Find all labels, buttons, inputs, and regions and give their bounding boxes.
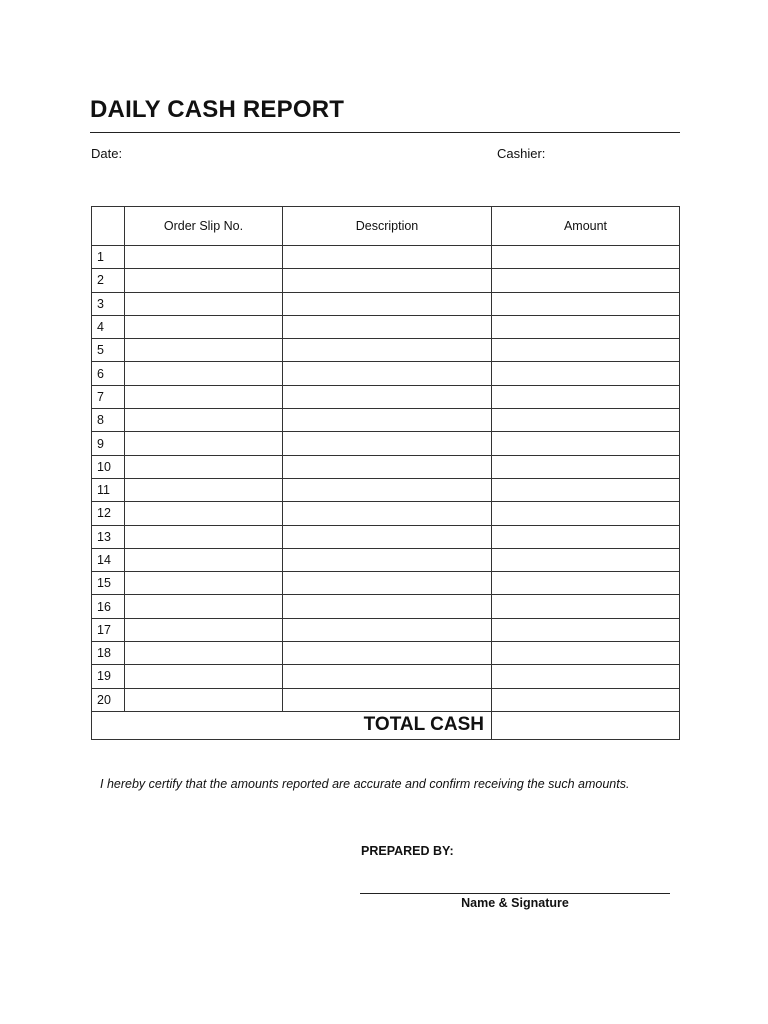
description-cell[interactable] <box>283 455 492 478</box>
order-slip-cell[interactable] <box>125 688 283 711</box>
row-number: 4 <box>92 315 125 338</box>
table-row <box>92 572 680 595</box>
table-row <box>92 525 680 548</box>
description-cell[interactable] <box>283 688 492 711</box>
description-cell[interactable] <box>283 642 492 665</box>
header-amount: Amount <box>492 207 680 246</box>
row-number: 11 <box>92 478 125 501</box>
row-number: 19 <box>92 665 125 688</box>
order-slip-cell[interactable] <box>125 432 283 455</box>
header-description: Description <box>283 207 492 246</box>
table-row <box>92 432 680 455</box>
order-slip-cell[interactable] <box>125 665 283 688</box>
table-row <box>92 618 680 641</box>
amount-cell[interactable] <box>492 409 680 432</box>
order-slip-cell[interactable] <box>125 525 283 548</box>
table-body <box>92 246 680 712</box>
order-slip-cell[interactable] <box>125 315 283 338</box>
table-row <box>92 339 680 362</box>
description-cell[interactable] <box>283 665 492 688</box>
signature-caption: Name & Signature <box>461 896 569 910</box>
description-cell[interactable] <box>283 525 492 548</box>
table-row <box>92 409 680 432</box>
order-slip-cell[interactable] <box>125 572 283 595</box>
prepared-by-label: PREPARED BY: <box>361 844 454 858</box>
table-row <box>92 642 680 665</box>
amount-cell[interactable] <box>492 688 680 711</box>
row-number: 12 <box>92 502 125 525</box>
description-cell[interactable] <box>283 572 492 595</box>
table-row <box>92 292 680 315</box>
order-slip-cell[interactable] <box>125 502 283 525</box>
row-number: 20 <box>92 688 125 711</box>
certification-text: I hereby certify that the amounts reported are accurate and confirm receiving the such amounts. <box>100 777 630 791</box>
amount-cell[interactable] <box>492 432 680 455</box>
total-row <box>92 711 680 739</box>
order-slip-cell[interactable] <box>125 246 283 269</box>
amount-cell[interactable] <box>492 665 680 688</box>
table-row <box>92 502 680 525</box>
amount-cell[interactable] <box>492 246 680 269</box>
total-cash-label: TOTAL CASH <box>92 711 492 739</box>
order-slip-cell[interactable] <box>125 642 283 665</box>
title-divider <box>90 132 680 133</box>
table-row <box>92 688 680 711</box>
order-slip-cell[interactable] <box>125 548 283 571</box>
row-number: 1 <box>92 246 125 269</box>
row-number: 5 <box>92 339 125 362</box>
row-number: 16 <box>92 595 125 618</box>
header-order-slip: Order Slip No. <box>125 207 283 246</box>
order-slip-cell[interactable] <box>125 478 283 501</box>
amount-cell[interactable] <box>492 595 680 618</box>
table-row <box>92 595 680 618</box>
order-slip-cell[interactable] <box>125 385 283 408</box>
row-number: 10 <box>92 455 125 478</box>
row-number: 13 <box>92 525 125 548</box>
description-cell[interactable] <box>283 432 492 455</box>
row-number: 3 <box>92 292 125 315</box>
description-cell[interactable] <box>283 315 492 338</box>
table-row <box>92 665 680 688</box>
amount-cell[interactable] <box>492 525 680 548</box>
table-row <box>92 315 680 338</box>
header-number <box>92 207 125 246</box>
order-slip-cell[interactable] <box>125 339 283 362</box>
description-cell[interactable] <box>283 548 492 571</box>
amount-cell[interactable] <box>492 269 680 292</box>
amount-cell[interactable] <box>492 572 680 595</box>
order-slip-cell[interactable] <box>125 362 283 385</box>
description-cell[interactable] <box>283 618 492 641</box>
table-row <box>92 455 680 478</box>
description-cell[interactable] <box>283 595 492 618</box>
amount-cell[interactable] <box>492 478 680 501</box>
order-slip-cell[interactable] <box>125 455 283 478</box>
order-slip-cell[interactable] <box>125 269 283 292</box>
description-cell[interactable] <box>283 292 492 315</box>
row-number: 17 <box>92 618 125 641</box>
amount-cell[interactable] <box>492 642 680 665</box>
order-slip-cell[interactable] <box>125 618 283 641</box>
cash-table <box>91 206 680 740</box>
description-cell[interactable] <box>283 478 492 501</box>
amount-cell[interactable] <box>492 502 680 525</box>
row-number: 6 <box>92 362 125 385</box>
row-number: 15 <box>92 572 125 595</box>
cashier-label: Cashier: <box>497 146 546 161</box>
total-cash-amount-cell[interactable] <box>492 711 680 739</box>
amount-cell[interactable] <box>492 339 680 362</box>
row-number: 9 <box>92 432 125 455</box>
row-number: 14 <box>92 548 125 571</box>
amount-cell[interactable] <box>492 548 680 571</box>
table-row <box>92 362 680 385</box>
row-number: 7 <box>92 385 125 408</box>
row-number: 8 <box>92 409 125 432</box>
description-cell[interactable] <box>283 269 492 292</box>
page-title: DAILY CASH REPORT <box>90 96 345 123</box>
amount-cell[interactable] <box>492 315 680 338</box>
row-number: 18 <box>92 642 125 665</box>
description-cell[interactable] <box>283 502 492 525</box>
signature-line <box>360 893 670 894</box>
description-cell[interactable] <box>283 409 492 432</box>
table-row <box>92 246 680 269</box>
table-row <box>92 478 680 501</box>
table-header-row <box>92 207 680 246</box>
date-label: Date: <box>91 146 123 161</box>
order-slip-cell[interactable] <box>125 595 283 618</box>
description-cell[interactable] <box>283 339 492 362</box>
table-row <box>92 385 680 408</box>
order-slip-cell[interactable] <box>125 409 283 432</box>
description-cell[interactable] <box>283 246 492 269</box>
amount-cell[interactable] <box>492 385 680 408</box>
amount-cell[interactable] <box>492 362 680 385</box>
description-cell[interactable] <box>283 362 492 385</box>
row-number: 2 <box>92 269 125 292</box>
table-row <box>92 548 680 571</box>
order-slip-cell[interactable] <box>125 292 283 315</box>
description-cell[interactable] <box>283 385 492 408</box>
amount-cell[interactable] <box>492 618 680 641</box>
amount-cell[interactable] <box>492 455 680 478</box>
amount-cell[interactable] <box>492 292 680 315</box>
table-row <box>92 269 680 292</box>
